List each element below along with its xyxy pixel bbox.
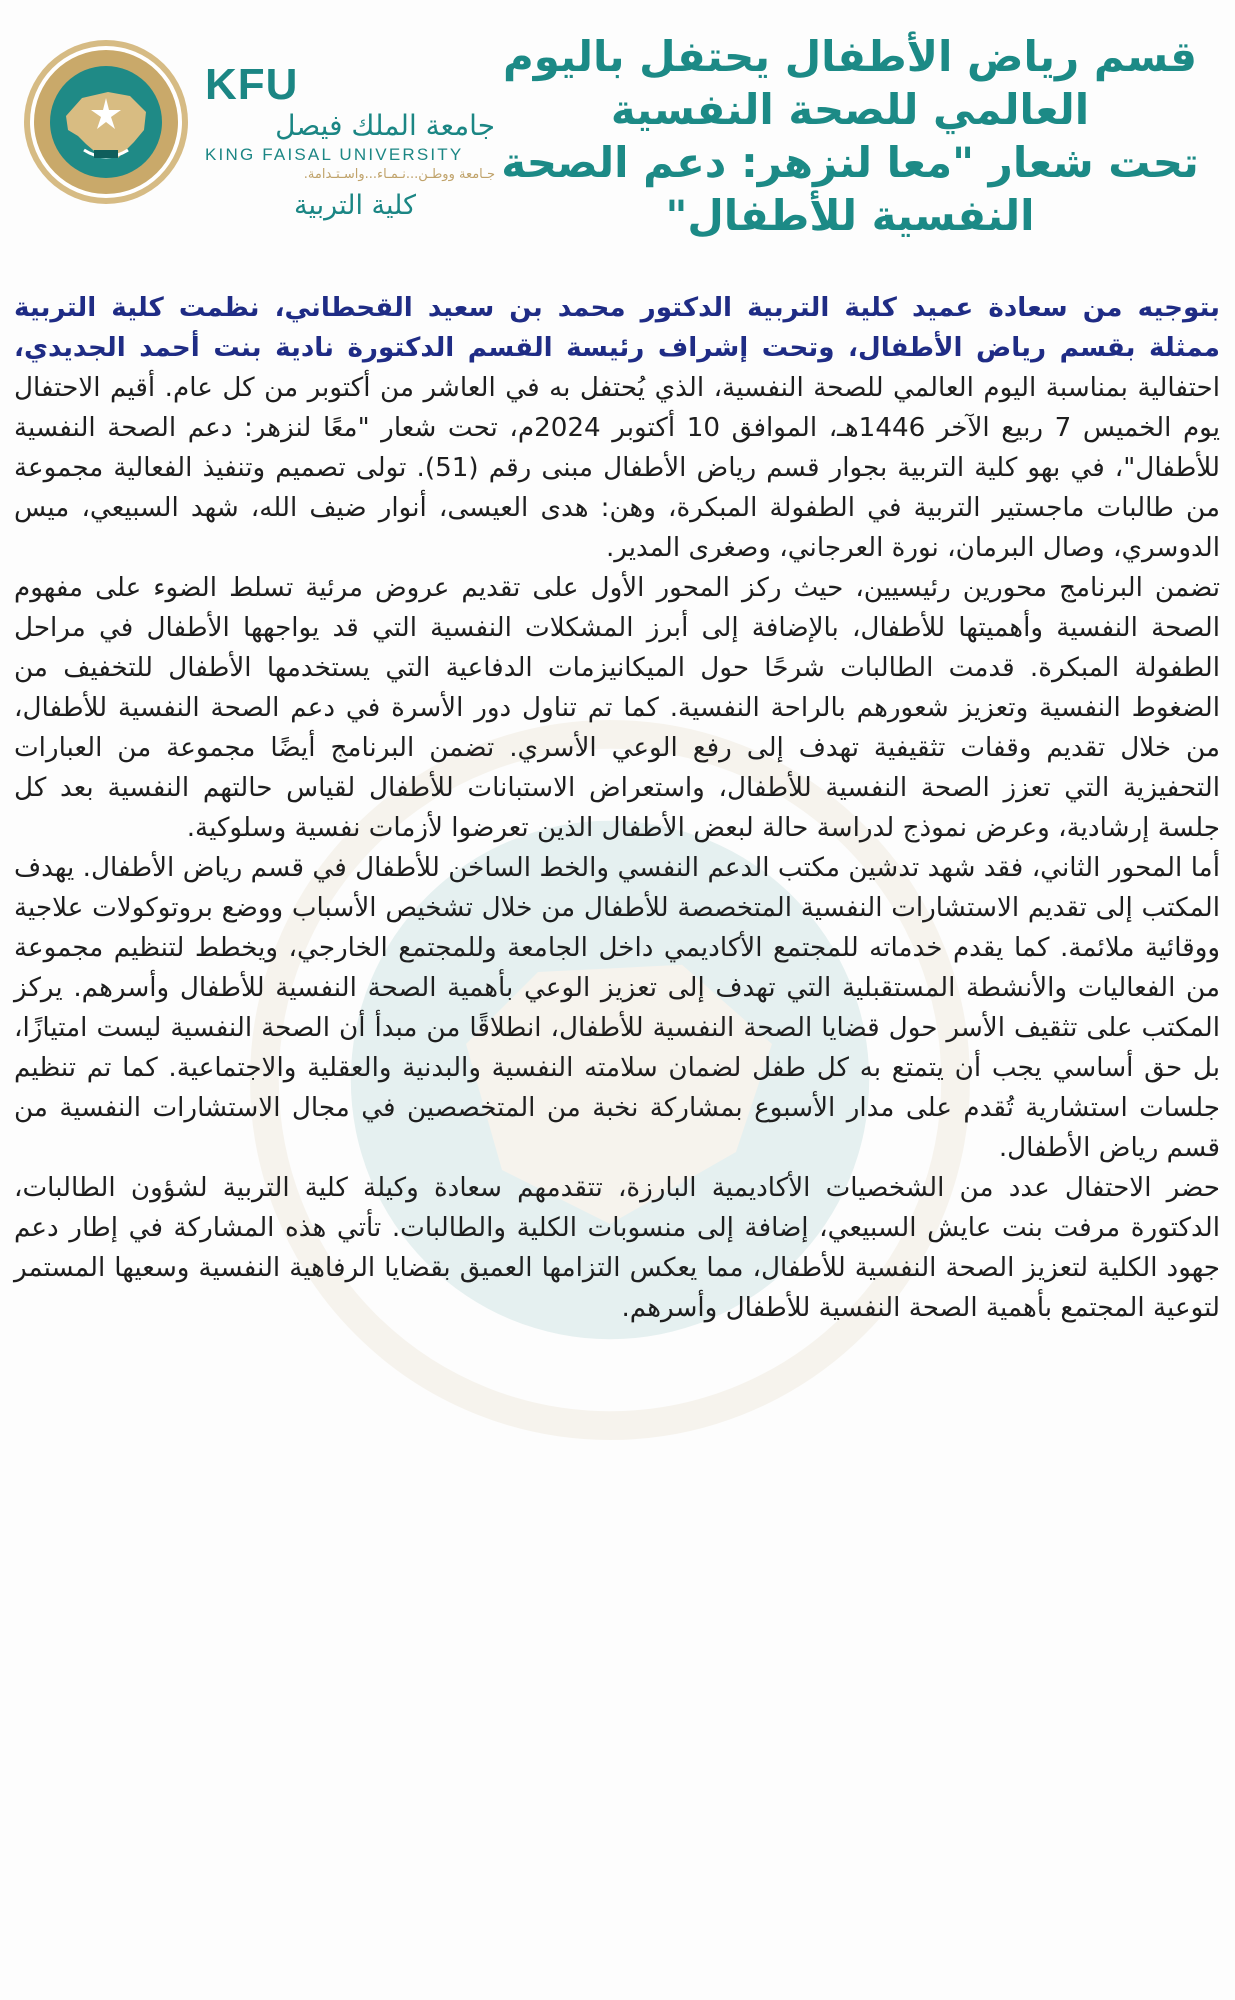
university-name-arabic: جامعة الملك فيصل [275,109,495,142]
title-line: تحت شعار "معا لنزهر: دعم الصحة [501,138,1199,187]
article-paragraph-3: أما المحور الثاني، فقد شهد تدشين مكتب الدعم النفسي والخط الساخن للأطفال في قسم رياض الأطفال. يهدف المكتب إلى تقديم الاستشارات النفسية المتخصصة للأطفال من خلال تشخيص الأسباب ووضع بروتوكولات علاجية ووقائية ملائمة. كما يقدم خدماته للمجتمع الأكاديمي داخل الجامعة وللمجتمع الخارجي، ويخطط لتنظيم مجموعة من الفعاليات والأنشطة المستقبلية التي تهدف إلى تعزيز الوعي بأهمية الصحة النفسية للأطفال وأسرهم. يركز المكتب على تثقيف الأسر حول قضايا الصحة النفسية للأطفال، انطلاقًا من مبدأ أن الصحة النفسية ليست امتيازًا، بل حق أساسي يجب أن يتمتع به كل طفل لضمان سلامته النفسية والبدنية والعقلية والاجتماعية. كما تم تنظيم جلسات استشارية تُقدم على مدار الأسبوع بمشاركة نخبة من المتخصصين في مجال الاستشارات النفسية من قسم رياض الأطفال. [14,853,1220,1163]
article-paragraph-2: تضمن البرنامج محورين رئيسيين، حيث ركز المحور الأول على تقديم عروض مرئية تسلط الضوء على مفهوم الصحة النفسية وأهميتها للأطفال، بالإضافة إلى أبرز المشكلات النفسية التي قد يواجهها الأطفال في مراحل الطفولة المبكرة. قدمت الطالبات شرحًا حول الميكانيزمات الدفاعية التي يستخدمها الأطفال للتخفيف من الضغوط النفسية وتعزيز شعورهم بالراحة النفسية. كما تم تناول دور الأسرة في دعم الصحة النفسية للأطفال، من خلال تقديم وقفات تثقيفية تهدف إلى رفع الوعي الأسري. تضمن البرنامج أيضًا مجموعة من العبارات التحفيزية التي تعزز الصحة النفسية للأطفال، واستعراض الاستبانات للأطفال لقياس حالتهم النفسية بعد كل جلسة إرشادية، وعرض نموذج لدراسة حالة لبعض الأطفال الذين تعرضوا لأزمات نفسية وسلوكية. [14,573,1220,843]
university-seal-logo [22,38,190,206]
kfu-abbreviation: KFU [205,60,299,109]
header [0,0,1235,300]
university-wordmark [205,62,505,221]
title-line: قسم رياض الأطفال يحتفل باليوم [502,32,1198,81]
paragraph-1-text: احتفالية بمناسبة اليوم العالمي للصحة النفسية، الذي يُحتفل به في العاشر من أكتوبر من كل عام. أقيم الاحتفال يوم الخميس 7 ربيع الآخر 1446هـ، الموافق 10 أكتوبر 2024م، تحت شعار "معًا لنزهر: دعم الصحة النفسية للأطفال"، في بهو كلية التربية بجوار قسم رياض الأطفال مبنى رقم (51). تولى تصميم وتنفيذ الفعالية مجموعة من طالبات ماجستير التربية في الطفولة المبكرة، وهن: هدى العيسى، أنوار ضيف الله، شهد السبيعي، ميس الدوسري، وصال البرمان، نورة العرجاني، وصغرى المدير. [14,373,1220,563]
college-name: كلية التربية [294,190,416,221]
university-name-english: KING FAISAL UNIVERSITY [205,145,464,164]
university-slogan: جـامعة ووطـن...نـمـاء...واسـتـدامة. [303,167,495,182]
article-paragraph-1 [14,288,1220,568]
article-lead: بتوجيه من سعادة عميد كلية التربية الدكتور محمد بن سعيد القحطاني، نظمت كلية التربية ممثلة بقسم رياض الأطفال، وتحت إشراف رئيسة القسم الدكتورة نادية بنت أحمد الجديدي، [14,293,1220,363]
article-body [14,288,1220,1328]
title-line: النفسية للأطفال" [665,191,1035,240]
page-title [490,30,1210,242]
article-paragraph-4: حضر الاحتفال عدد من الشخصيات الأكاديمية البارزة، تتقدمهم سعادة وكيلة كلية التربية لشؤون الطالبات، الدكتورة مرفت بنت عايش السبيعي، إضافة إلى منسوبات الكلية والطالبات. تأتي هذه المشاركة في إطار دعم جهود الكلية لتعزيز الصحة النفسية للأطفال، مما يعكس التزامها العميق بقضايا الرفاهية النفسية وسعيها المستمر لتوعية المجتمع بأهمية الصحة النفسية للأطفال وأسرهم. [14,1173,1220,1323]
title-line: العالمي للصحة النفسية [610,85,1090,134]
